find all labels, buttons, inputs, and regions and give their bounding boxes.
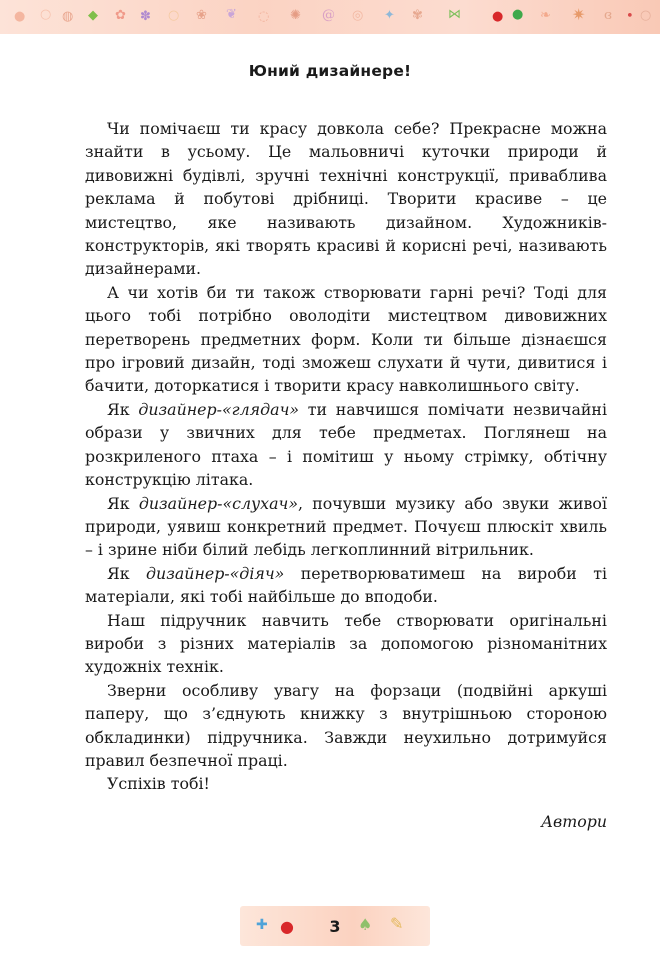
paragraph (85, 398, 607, 492)
swirl-icon: ɞ (604, 8, 612, 23)
swirl-icon: ❀ (196, 8, 207, 23)
berry-icon: ● (492, 9, 504, 24)
closing-line: Успіхів тобі! (107, 774, 210, 794)
page-number: 3 (329, 916, 341, 936)
paragraph-text: ти навчишся помічати незвичайні образи у звичних для тебе предметах. Поглянеш на розкриленого птаха – і помітиш у ньому стрімку, обтічну конструкцію літака. (85, 399, 607, 490)
leaf-icon: ❧ (540, 8, 551, 23)
swirl-icon: @ (322, 8, 335, 23)
paragraph: Зверни особливу увагу на форзаци (подвійні аркуші паперу, що з’єднують книжку з внутрішньою стороною обкладинки) підручника. Завжди неухильно дотримуйся правил безпечної праці. (85, 680, 607, 770)
term-listener: дизайнер-«слухач» (138, 493, 298, 513)
star-icon: ✷ (572, 5, 586, 24)
paragraph (85, 562, 607, 609)
body-text (85, 117, 607, 796)
paragraph-text: Як (107, 563, 147, 583)
term-viewer: дизайнер-«глядач» (138, 399, 300, 419)
paragraph: А чи хотів би ти також створювати гарні речі? Тоді для цього тобі потрібно оволодіти мистецтвом дивовижних перетворень предметних форм. Коли ти більше дізнаєшся про ігровий дизайн, тоді зможеш слухати й чути, дивитися і бачити, доторкатися і творити красу навколишнього світу. (85, 282, 607, 396)
star-icon: ✦ (384, 8, 395, 23)
circle-icon: ○ (640, 8, 652, 23)
page-number-bar (240, 906, 430, 946)
circle-icon: ◎ (352, 8, 364, 23)
star-icon: ✺ (290, 8, 301, 23)
paragraph: Наш підручник навчить тебе створювати оригінальні вироби з різних матеріалів за допомогою різноманітних художніх технік. (85, 610, 607, 677)
flower-icon: ✽ (140, 9, 151, 24)
leaf-icon: ◆ (88, 8, 98, 23)
pencil-icon: ✎ (390, 914, 404, 933)
circle-icon: ○ (168, 8, 180, 23)
top-decorative-border (0, 0, 660, 34)
flower-icon: ✿ (115, 8, 126, 23)
circle-icon: ◍ (62, 9, 74, 24)
circle-icon: ◌ (258, 9, 270, 24)
paragraph-text: Як (107, 493, 139, 513)
leaf-icon: ❦ (226, 7, 237, 22)
authors-signature: Автори (541, 812, 607, 831)
flower-icon: ✾ (412, 8, 423, 23)
circle-icon: ○ (40, 7, 52, 22)
term-doer: дизайнер-«діяч» (146, 563, 285, 583)
berry-icon: ● (512, 7, 524, 22)
paragraph: Чи помічаєш ти красу довкола себе? Прекрасне можна знайти в усьому. Це мальовничі куточки природи й дивовижні будівлі, зручні технічні конструкції, приваблива реклама й побутові дрібниці. Творити красиве – це мистецтво, яке називають дизайном. Художників-конструкторів, які творять красиві й корисні речі, називають дизайнерами. (85, 119, 607, 279)
paragraph-text: перетворюватимеш на вироби ті матеріали, які тобі найбільше до вподоби. (85, 563, 608, 607)
paragraph-text: , почувши музику або звуки живої природи, уявиш конкретний предмет. Почуєш плюскіт хвиль – і зрине ніби білий лебідь легкоплинний вітрильник. (85, 493, 607, 560)
star-icon: ✚ (256, 917, 268, 933)
page-title: Юний дизайнере! (248, 62, 412, 80)
bow-icon: ⋈ (448, 7, 461, 22)
circle-icon: ● (14, 9, 26, 24)
berry-icon: • (626, 9, 634, 24)
berry-icon: ● (280, 917, 294, 936)
leaf-icon: ♠ (358, 915, 373, 934)
paragraph (85, 492, 607, 562)
paragraph-text: Як (107, 399, 139, 419)
